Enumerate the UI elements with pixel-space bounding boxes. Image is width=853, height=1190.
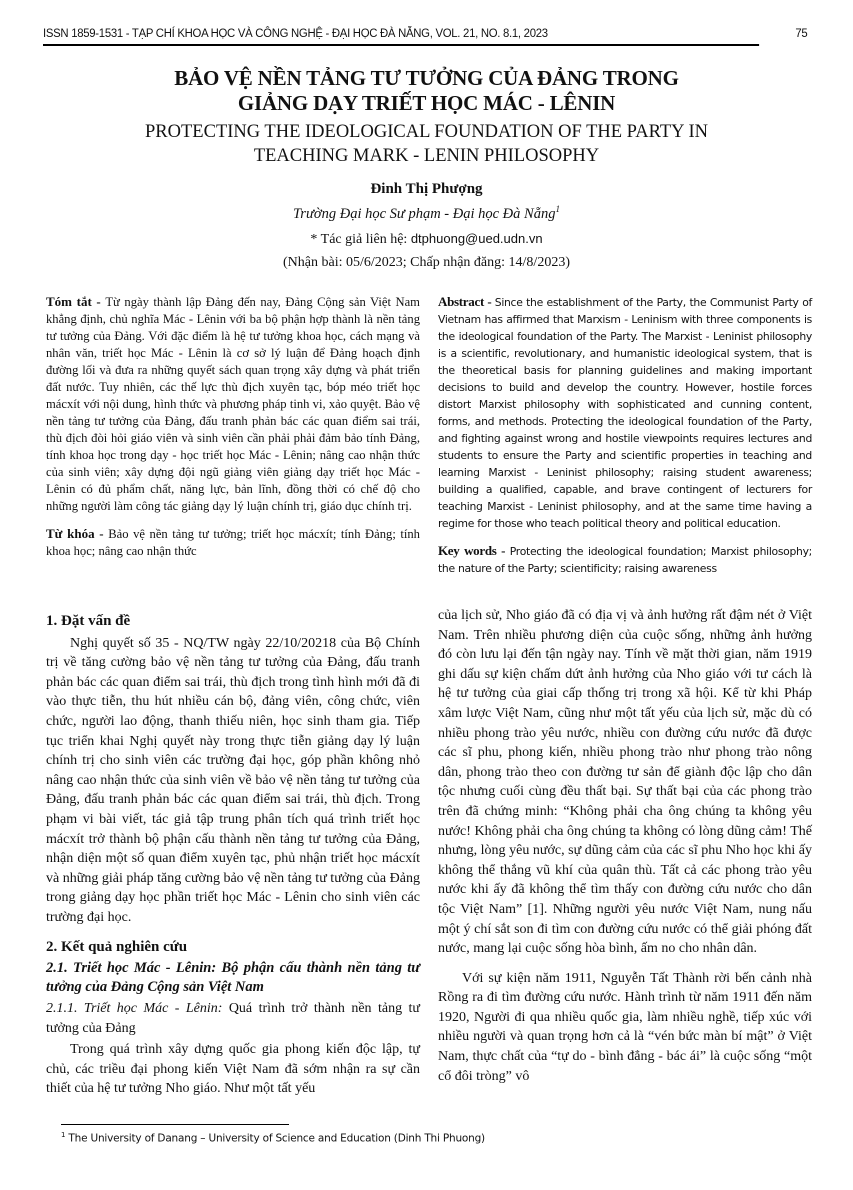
author-affiliation — [0, 204, 853, 223]
abstract-en-paragraph — [438, 293, 812, 532]
footnote-divider — [61, 1124, 289, 1125]
affiliation-text: Trường Đại học Sư phạm - Đại học Đà Nẵng — [293, 205, 556, 222]
section-heading: 2. Kết quả nghiên cứu — [46, 938, 188, 955]
abstract-en-label: Abstract - — [438, 294, 495, 309]
author-email-link[interactable]: dtphuong@ued.udn.vn — [410, 231, 543, 246]
vietnamese-title-line: BẢO VỆ NỀN TẢNG TƯ TƯỞNG CỦA ĐẢNG TRONG — [174, 66, 679, 90]
corresponding-author — [0, 231, 853, 248]
body-paragraph: Trong quá trình xây dựng quốc gia phong kiến độc lập, tự chủ, các triều đại phong kiến Việt Nam đã sớm nhận ra sự cần thiết của hệ tư tưởng Nho giáo. Như một tất yếu — [46, 1042, 420, 1097]
abstract-en-text: Since the establishment of the Party, the Communist Party of Vietnam has affirmed that Marxism - Leninism with three components is the ideological foundation of the Party. The Marxist - Leninist philosophy is a scientific, revolutionary, and humanistic ideological system, that is the theoretical basis for planning guidelines and making important decisions to build and develop the country. However, hostile forces distort Marxist philosophy with sophisticated and cunning content, forms, and methods. Protecting the ideological foundation of the Party, and fighting against wrong and hostile viewpoints requires lectures and students to ensure the Party and scientific properties in teaching and learning Marxist - Leninist philosophy; raising student awareness; building a qualified, capable, and brave contingent of lecturers for teaching Marxist - Leninist philosophy, and at the same time having a regime for those who teach political theory and political education. — [438, 296, 812, 530]
keywords-en-text: Protecting the ideological foundation; Marxist philosophy; the nature of the Party; scientificity; raising awareness — [438, 545, 812, 575]
abstract-vi-text: Từ ngày thành lập Đảng đến nay, Đảng Cộng sản Việt Nam khẳng định, chủ nghĩa Mác - Lênin với ba bộ phận hợp thành là nền tảng tư tưởng của Đảng. Với đặc điểm là hệ tư tưởng khoa học, cách mạng và nhân văn, triết học Mác - Lênin là cơ sở lý luận để Đảng hoạch định đường lối và đưa ra những quyết sách quan trọng xây dựng và phát triển đất nước. Tuy nhiên, các thế lực thù địch xuyên tạc, bóp méo triết học mácxít với nội dung, hình thức và phương pháp tinh vi, xảo quyệt. Bảo vệ nền tảng tư tưởng của Đảng, đấu tranh phản bác các quan điểm sai trái, thù địch đòi hỏi giáo viên và sinh viên cần phải phải đảm bảo tính Đảng, tính khoa học trong dạy - học triết học Mác - Lênin; nâng cao nhận thức của sinh viên; xây dựng đội ngũ giảng viên giảng dạy triết học Mác - Lênin có đủ phẩm chất, năng lực, bản lĩnh, đồng thời có chế độ cho những người làm công tác giảng dạy lý luận chính trị, giáo dục chính trị. — [46, 295, 420, 513]
affiliation-footnote-mark: 1 — [555, 204, 560, 214]
keywords-english — [438, 542, 812, 577]
body-left-column — [46, 612, 420, 1099]
subsubsection-heading — [46, 999, 420, 1038]
section-heading: 1. Đặt vấn đề — [46, 613, 131, 629]
page-number: 75 — [795, 26, 808, 40]
body-right-column — [438, 606, 812, 1086]
vietnamese-title-line: GIẢNG DẠY TRIẾT HỌC MÁC - LÊNIN — [237, 91, 616, 115]
subsection-heading: 2.1. Triết học Mác - Lênin: Bộ phận cấu thành nền tảng tư tưởng của Đảng Cộng sản Việt Nam — [46, 960, 420, 996]
abstract-vi-label: Tóm tắt - — [46, 294, 106, 309]
submission-dates: (Nhận bài: 05/6/2023; Chấp nhận đăng: 14/8/2023) — [283, 255, 570, 270]
subsubsection-label: 2.1.1. Triết học Mác - Lênin: — [46, 1001, 223, 1017]
footnote — [61, 1131, 485, 1145]
vietnamese-title — [0, 66, 853, 116]
subsubsection-title: Quá trình trở thành nền tảng tư tưởng của Đảng — [46, 1001, 420, 1036]
title-block — [0, 66, 853, 168]
contact-label: * Tác giả liên hệ: — [310, 232, 411, 247]
keywords-vi-label: Từ khóa - — [46, 526, 109, 541]
journal-line: ISSN 1859-1531 - TẠP CHÍ KHOA HỌC VÀ CÔNG NGHỆ - ĐẠI HỌC ĐÀ NẴNG, VOL. 21, NO. 8.1, 2023 — [43, 26, 548, 40]
body-paragraph: Với sự kiện năm 1911, Nguyễn Tất Thành rời bến cảnh nhà Rồng ra đi tìm đường cứu nước. Hành trình từ năm 1911 đến năm 1920, Người đi qua nhiều quốc gia, làm nhiều nghề, tiếp xúc với nhiều người và quan trọng hơn cả là “vén bức màn bí mật” ở Việt Nam, thực chất của “tự do - bình đẳng - bác ái” là cuộc sống “một cổ đôi tròng” vô — [438, 970, 812, 1084]
author-name: Đinh Thị Phượng — [370, 181, 483, 197]
keywords-en-label: Key words - — [438, 543, 510, 558]
keywords-vi-text: Bảo vệ nền tảng tư tưởng; triết học mácxít; tính Đảng; tính khoa học; nâng cao nhận thức — [46, 527, 420, 558]
abstract-vi-paragraph — [46, 293, 420, 515]
keywords-vietnamese — [46, 525, 420, 560]
footnote-mark: 1 — [61, 1131, 66, 1139]
english-title-line: PROTECTING THE IDEOLOGICAL FOUNDATION OF THE PARTY IN — [145, 122, 708, 142]
abstract-english — [438, 293, 812, 577]
body-paragraph: Nghị quyết số 35 - NQ/TW ngày 22/10/20218 của Bộ Chính trị về tăng cường bảo vệ nền tảng tư tưởng của Đảng, đấu tranh phản bác các quan điểm sai trái, thù địch trong tình hình mới đã đi vào thực tiễn, thu hút nhiều cán bộ, đảng viên, công chức, viên chức, người lao động, thanh thiếu niên, học sinh tham gia. Tiếp tục triển khai Nghị quyết này trong thực tiễn giảng dạy lý luận chính trị cho sinh viên các trường đại học, góp phần không nhỏ nâng cao nhận thức của sinh viên về bảo vệ nền tảng tư tưởng của Đảng, đấu tranh phản bác các quan điểm sai trái, thù địch. Trong phạm vi bài viết, tác giả tập trung phân tích quá trình triết học mácxít trở thành bộ phận cấu thành nền tảng tư tưởng của Đảng, nhận diện một số quan điểm xuyên tạc, phủ nhận triết học mácxít và những giải pháp tăng cường bảo vệ nền tảng tư tưởng của Đảng trong giảng dạy học phần triết học Mác - Lênin cho sinh viên các trường đại học. — [46, 635, 420, 925]
english-title-line: TEACHING MARK - LENIN PHILOSOPHY — [253, 146, 600, 166]
footnote-text: The University of Danang – University of Science and Education (Dinh Thi Phuong) — [65, 1132, 485, 1145]
body-paragraph: của lịch sử, Nho giáo đã có địa vị và ảnh hưởng rất đậm nét ở Việt Nam. Trên nhiều phương diện của cuộc sống, những ảnh hưởng đó còn lưu lại đến tận ngày nay. Tính về mặt thời gian, năm 1919 ghi dấu sự kiện chấm dứt ảnh hưởng của Nho giáo với tư cách là hệ tư tưởng của giai cấp thống trị trong xã hội. Kể từ khi Pháp xâm lược Việt Nam, cũng như một tất yếu của lịch sử, mặc dù có nhiều phong trào yêu nước, nhiều con đường cứu nước đã được các sĩ phu, phong kiến, nhiều phong trào như phong trào nông dân, phong trào theo con đường tư sản để giành độc lập cho dân tộc nhưng cuối cùng đều thất bại. Sự thất bại của các phong trào trên đã chứng minh: “Không phải cha ông chúng ta không yêu nước! Không phải cha ông chúng ta không có lòng dũng cảm! Thế nhưng, lòng yêu nước, sự dũng cảm của các sĩ phu Nho học khi ấy không thể thắng vũ khí của quân thù. Tất cả các phong trào yêu nước khi ấy đã không thể tìm thấy con đường cứu nước cho dân tộc Việt Nam” [1]. Những người yêu nước Việt Nam, nung nấu một ý chí sắt son đi tìm con đường cứu nước có thể giải phóng đất nước, mang lại cuộc sống hòa bình, ấm no cho nhân dân. — [438, 608, 812, 957]
running-header — [43, 24, 808, 46]
english-title — [0, 120, 853, 168]
abstract-vietnamese — [46, 293, 420, 560]
